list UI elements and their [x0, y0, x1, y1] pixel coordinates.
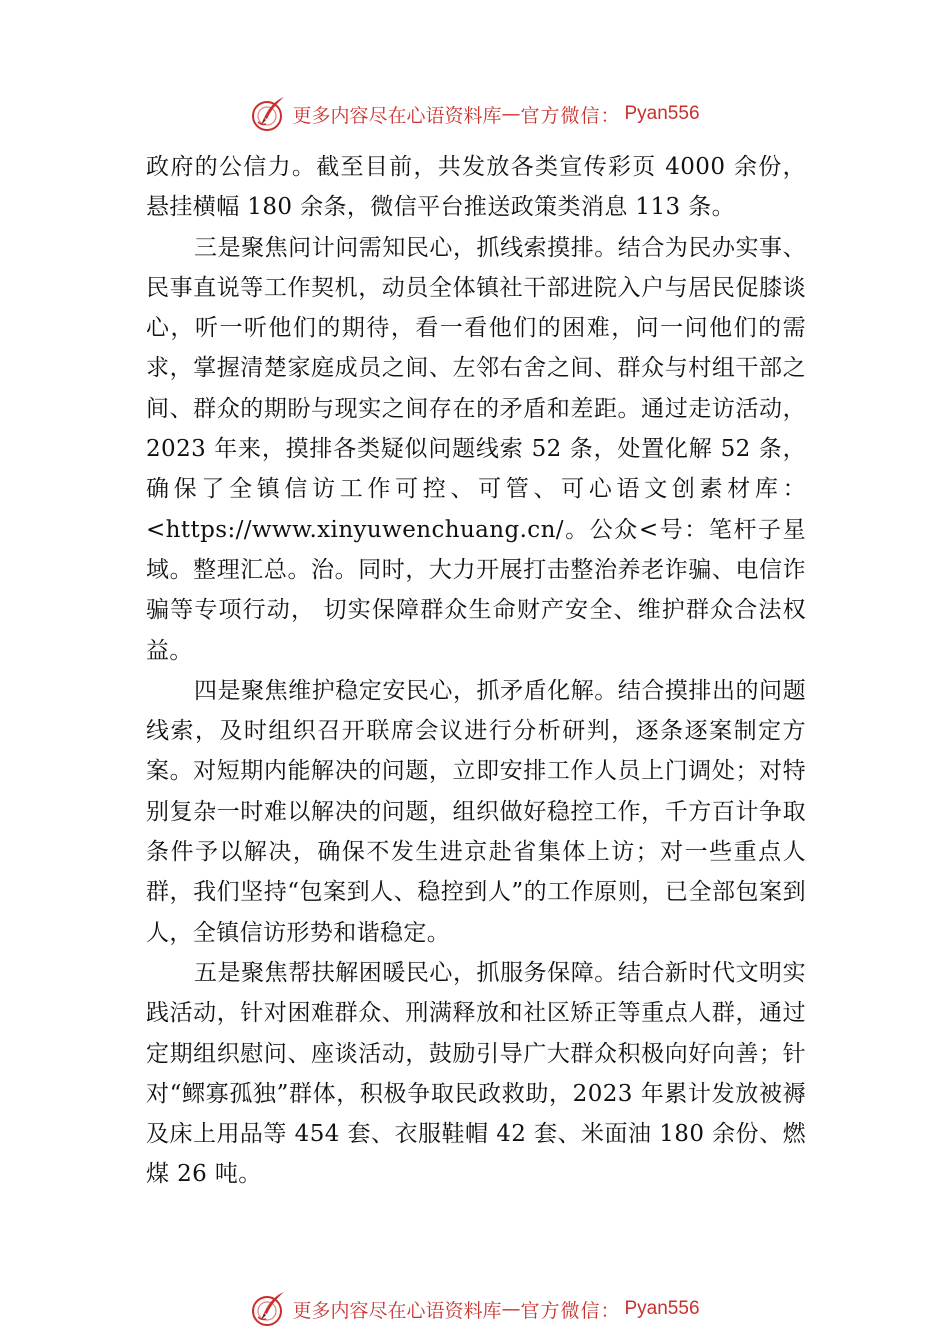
- header-banner: [0, 92, 950, 136]
- footer-brand-text: 更多内容尽在心语资料库: [292, 1299, 502, 1322]
- feather-pen-logo-icon: [250, 1289, 290, 1329]
- header-official-label: 官方微信：: [520, 104, 621, 127]
- feather-pen-logo-icon: [250, 94, 290, 134]
- header-dash: —: [501, 103, 521, 125]
- footer-official-label: 官方微信：: [520, 1299, 621, 1322]
- document-body: [146, 147, 806, 1195]
- paragraph-1: 政府的公信力。截至目前，共发放各类宣传彩页 4000 余份，悬挂横幅 180 余条，微信平台推送政策类消息 113 条。: [146, 154, 806, 221]
- paragraph-3: 四是聚焦维护稳定安民心，抓矛盾化解。结合摸排出的问题线索，及时组织召开联席会议进行分析研判，逐条逐案制定方案。对短期内能解决的问题，立即安排工作人员上门调处；对特别复杂一时难以解决的问题，组织做好稳控工作，千方百计争取条件予以解决，确保不发生进京赴省集体上访；对一些重点人群，我们坚持“包案到人、稳控到人”的工作原则，已全部包案到人，全镇信访形势和谐稳定。: [146, 677, 806, 946]
- header-wechat-handle: Pyan556: [624, 103, 700, 124]
- paragraph-4: 五是聚焦帮扶解困暖民心，抓服务保障。结合新时代文明实践活动，针对困难群众、刑满释放和社区矫正等重点人群，通过定期组织慰问、座谈活动，鼓励引导广大群众积极向好向善；针对“鳏寡孤独”群体，积极争取民政救助，2023 年累计发放被褥及床上用品等 454 套、衣服鞋帽 42 套、米面油 180 余份、燃煤 26 吨。: [146, 959, 806, 1188]
- footer-dash: —: [501, 1298, 521, 1320]
- header-brand-text: 更多内容尽在心语资料库: [292, 104, 502, 127]
- footer-banner: [0, 1287, 950, 1331]
- footer-wechat-handle: Pyan556: [624, 1298, 700, 1319]
- paragraph-2: 三是聚焦问计问需知民心，抓线索摸排。结合为民办实事、民事直说等工作契机，动员全体镇社干部进院入户与居民促膝谈心，听一听他们的期待，看一看他们的困难，问一问他们的需求，掌握清楚家庭成员之间、左邻右舍之间、群众与村组干部之间、群众的期盼与现实之间存在的矛盾和差距。通过走访活动，2023 年来，摸排各类疑似问题线索 52 条，处置化解 52 条，确保了全镇信访工作可控、可管、可心语文创素材库：<https://www.xinyuwenchuang.cn/。公众<号：笔杆子星域。整理汇总。治。同时，大力开展打击整治养老诈骗、电信诈骗等专项行动， 切实保障群众生命财产安全、维护群众合法权益。: [146, 234, 806, 664]
